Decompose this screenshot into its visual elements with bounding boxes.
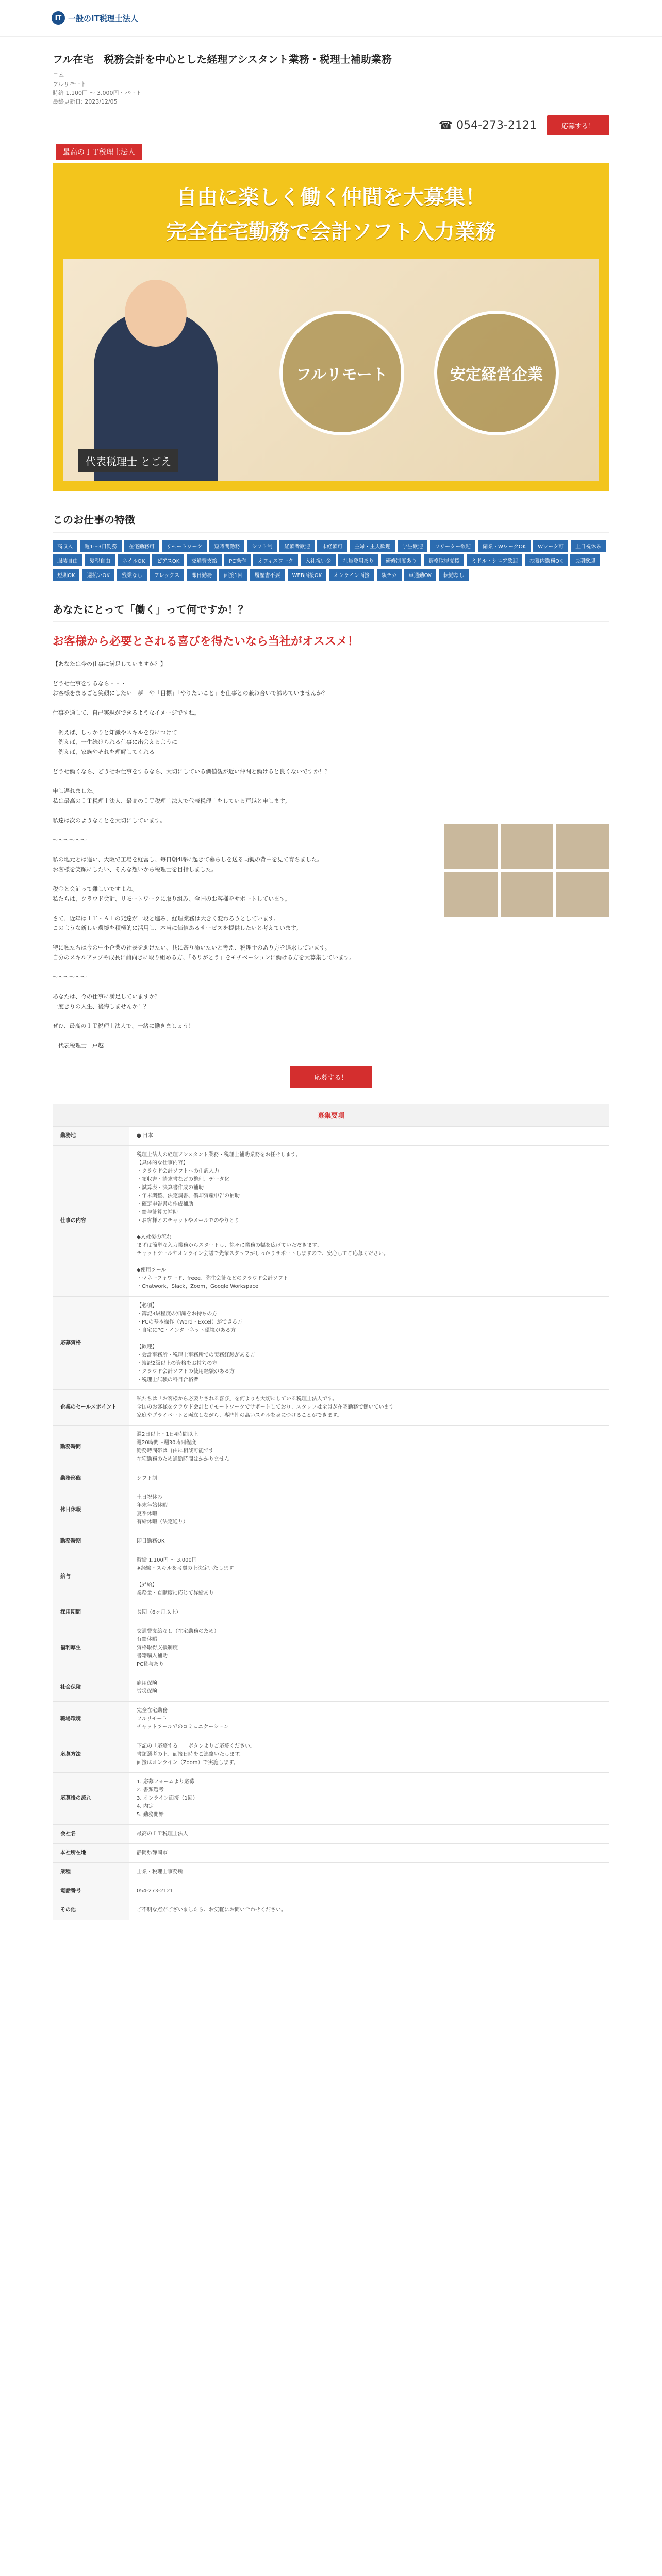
requirement-label: 仕事の内容 bbox=[53, 1146, 129, 1297]
feature-tag: 経験者歓迎 bbox=[279, 540, 315, 552]
requirement-row bbox=[53, 1603, 609, 1622]
requirement-row bbox=[53, 1737, 609, 1773]
requirement-value: 私たちは「お客様から必要とされる喜び」を何よりも大切にしている税理士法人です。 全国のお客様をクラウド会計とリモートワークでサポートしており、スタッフは全員が在宅勤務で働いています。 家庭やプライベートと両立しながら、専門性の高いスキルを身につけることができます。 bbox=[129, 1390, 609, 1426]
requirement-value: 即日勤務OK bbox=[129, 1532, 609, 1551]
feature-tag: 残業なし bbox=[117, 569, 147, 581]
requirement-value: 静岡県静岡市 bbox=[129, 1844, 609, 1863]
apply-button-middle[interactable]: 応募する！ bbox=[290, 1066, 372, 1088]
feature-tag: 扶養内勤務OK bbox=[525, 554, 567, 566]
feature-tag: 短時間勤務 bbox=[209, 540, 244, 552]
job-meta bbox=[53, 71, 609, 106]
feature-tag: ミドル・シニア歓迎 bbox=[467, 554, 522, 566]
requirement-label: 勤務時期 bbox=[53, 1532, 129, 1551]
requirement-row bbox=[53, 1825, 609, 1844]
feature-tag: 駅チカ bbox=[377, 569, 402, 581]
requirement-value: 下記の「応募する！」ボタンよりご応募ください。 書類選考の上、面接日時をご連絡いたします。 面接はオンライン（Zoom）で実施します。 bbox=[129, 1737, 609, 1773]
requirement-value: 週2日以上・1日4時間以上 週20時間～週30時間程度 勤務時間帯は自由に相談可能です 在宅勤務のため通勤時間はかかりません bbox=[129, 1426, 609, 1469]
requirement-label: 勤務地 bbox=[53, 1127, 129, 1146]
requirements-title: 募集要項 bbox=[53, 1104, 609, 1126]
feature-tag: ピアスOK bbox=[152, 554, 184, 566]
requirement-label: その他 bbox=[53, 1901, 129, 1920]
feature-tag: オフィスワーク bbox=[253, 554, 298, 566]
job-salary: 時給 1,100円 ～ 3,000円・パート bbox=[53, 90, 142, 96]
stable-company-badge: 安定経営企業 bbox=[434, 311, 559, 435]
site-logo[interactable] bbox=[52, 11, 138, 25]
photo-gallery bbox=[444, 824, 609, 917]
requirement-label: 勤務時間 bbox=[53, 1426, 129, 1469]
feature-tag: PC操作 bbox=[224, 554, 251, 566]
requirement-value: 交通費支給なし（在宅勤務のため） 有給休暇 資格取得支援制度 書籍購入補助 PC貸与あり bbox=[129, 1622, 609, 1674]
features-title: このお仕事の特徴 bbox=[53, 512, 609, 533]
requirement-row bbox=[53, 1488, 609, 1532]
banner-photo bbox=[63, 259, 599, 481]
phone-number[interactable]: ☎ 054-273-2121 bbox=[438, 119, 537, 132]
requirement-label: 応募後の流れ bbox=[53, 1773, 129, 1825]
about-text: 【あなたは今の仕事に満足していますか？】 どうせ仕事をするなら・・・ お客様をまるごと笑顔にしたい「夢」や「目標」「やりたいこと」を仕事との兼ね合いで諦めていませんか？ 仕事を通して、自己実現ができるようなイメージですね。 例えば、しっかりと知識やスキルを身につけて 例えば、一生続けられる仕事に出会えるように 例えば、家族やそれを理解してくれる どうせ働くなら、どうせお仕事をするなら、大切にしている価値観が近い仲間と働けると良くないですか！？ 申し遅れました。 私は最高のＩＴ税理士法人、最高のＩＴ税理士法人で代表税理士をしている戸越と申します。 私達は次のようなことを大切にしています。 ～～～～～～ 私の地元とは違い、大阪で工場を経営し、毎日朝4時に起きて暮らしを送る両親の背中を見て育ちました。 お客様を笑顔にしたい、そんな想いから税理士を目指しました。 税金と会計って難しいですよね。 私たちは、クラウド会計、リモートワークに取り組み、全国のお客様をサポートしています。 さて、近年はＩＴ・ＡＩの発達が一段と進み、経理業務は大きく変わろうとしています。 このような新しい環境を積極的に活用し、本当に価値あるサービスを提供したいと考えています。 特に私たちは今の中小企業の社長を助けたい、共に寄り添いたいと考え、税理士のあり方を追求しています。 自分のスキルアップや成長に前向きに取り組める方、「ありがとう」をモチベーションに働ける方を大募集しています。 ～～～～～～ あなたは、今の仕事に満足していますか？ 一度きりの人生、後悔しませんか！？ ぜひ、最高のＩＴ税理士法人で、一緒に働きましょう！ 代表税理士 戸越 bbox=[53, 660, 355, 1049]
feature-tag: シフト制 bbox=[247, 540, 277, 552]
feature-tag: 転勤なし bbox=[439, 569, 469, 581]
gallery-photo[interactable] bbox=[501, 872, 554, 917]
feature-tag: 即日勤務 bbox=[187, 569, 217, 581]
requirement-row bbox=[53, 1844, 609, 1863]
about-body bbox=[53, 659, 609, 1050]
requirement-row bbox=[53, 1469, 609, 1488]
requirements-table bbox=[53, 1126, 609, 1920]
requirement-value: 士業・税理士事務所 bbox=[129, 1863, 609, 1882]
representative-face bbox=[125, 280, 187, 347]
feature-tag: Wワーク可 bbox=[533, 540, 568, 552]
requirement-value: 長期（6ヶ月以上） bbox=[129, 1603, 609, 1622]
requirement-value: 土日祝休み 年末年始休暇 夏季休暇 有給休暇（法定通り） bbox=[129, 1488, 609, 1532]
requirement-value: 雇用保険 労災保険 bbox=[129, 1674, 609, 1702]
gallery-photo[interactable] bbox=[556, 872, 609, 917]
requirement-label: 応募資格 bbox=[53, 1297, 129, 1390]
banner-company-label: 最高のＩＴ税理士法人 bbox=[56, 144, 142, 160]
job-employment: フルリモート bbox=[53, 81, 87, 88]
representative-label: 代表税理士 とごえ bbox=[78, 449, 178, 472]
requirement-label: 本社所在地 bbox=[53, 1844, 129, 1863]
feature-tag: 土日祝休み bbox=[571, 540, 606, 552]
requirement-row bbox=[53, 1773, 609, 1825]
feature-tag: 履歴書不要 bbox=[250, 569, 285, 581]
requirement-label: 会社名 bbox=[53, 1825, 129, 1844]
requirement-row bbox=[53, 1426, 609, 1469]
requirement-label: 電話番号 bbox=[53, 1882, 129, 1901]
logo-mark: IT bbox=[52, 11, 65, 25]
requirement-value: シフト制 bbox=[129, 1469, 609, 1488]
about-title: あなたにとって「働く」って何ですか！？ bbox=[53, 601, 609, 622]
requirement-row bbox=[53, 1702, 609, 1737]
about-lead: お客様から必要とされる喜びを得たいなら当社がオススメ！ bbox=[53, 635, 359, 648]
feature-tag: 服装自由 bbox=[53, 554, 82, 566]
logo-text: 一般のIT税理士法人 bbox=[68, 13, 138, 23]
feature-tag: 週払いOK bbox=[82, 569, 114, 581]
feature-tag: 高収入 bbox=[53, 540, 77, 552]
feature-tag: オンライン面接 bbox=[329, 569, 374, 581]
requirement-value: 【必須】 ・簿記3級程度の知識をお持ちの方 ・PCの基本操作（Word・Excel）ができる方 ・自宅にPC・インターネット環境がある方 【歓迎】 ・会計事務所・税理士事務所での実務経験がある方 ・簿記2級以上の資格をお持ちの方 ・クラウド会計ソフトの使用経験がある方 ・税理士試験の科目合格者 bbox=[129, 1297, 609, 1390]
full-remote-badge: フルリモート bbox=[279, 311, 404, 435]
feature-tag: 髪型自由 bbox=[85, 554, 115, 566]
banner-headline-2: 完全在宅勤務で会計ソフト入力業務 bbox=[166, 220, 496, 244]
feature-tag: 入社祝い金 bbox=[301, 554, 336, 566]
requirement-row bbox=[53, 1674, 609, 1702]
requirement-row bbox=[53, 1863, 609, 1882]
job-location: 日本 bbox=[53, 72, 64, 79]
feature-tag: 未経験可 bbox=[317, 540, 347, 552]
feature-tag: ネイルOK bbox=[118, 554, 150, 566]
banner-headline-1: 自由に楽しく働く仲間を大募集！ bbox=[176, 185, 486, 209]
job-updated: 最終更新日: 2023/12/05 bbox=[53, 98, 118, 105]
requirement-label: 休日休暇 bbox=[53, 1488, 129, 1532]
feature-tag: WEB面接OK bbox=[288, 569, 327, 581]
requirement-row bbox=[53, 1551, 609, 1603]
feature-tag: フリーター歓迎 bbox=[430, 540, 475, 552]
requirement-value: ● 日本 bbox=[129, 1127, 609, 1146]
requirement-row bbox=[53, 1146, 609, 1297]
feature-tags bbox=[53, 540, 609, 581]
feature-tag: 面接1回 bbox=[219, 569, 247, 581]
feature-tag: 学生歓迎 bbox=[398, 540, 427, 552]
feature-tag: 交通費支給 bbox=[187, 554, 222, 566]
feature-tag: フレックス bbox=[150, 569, 184, 581]
requirement-value: ご不明な点がございましたら、お気軽にお問い合わせください。 bbox=[129, 1901, 609, 1920]
apply-button-top[interactable]: 応募する！ bbox=[547, 115, 609, 135]
requirement-label: 採用期間 bbox=[53, 1603, 129, 1622]
feature-tag: 在宅勤務可 bbox=[124, 540, 159, 552]
requirement-value: 054-273-2121 bbox=[129, 1882, 609, 1901]
feature-tag: 副業・WワークOK bbox=[478, 540, 531, 552]
feature-tag: 研修制度あり bbox=[381, 554, 421, 566]
gallery-photo[interactable] bbox=[556, 824, 609, 869]
feature-tag: リモートワーク bbox=[162, 540, 207, 552]
feature-tag: 社員登用あり bbox=[338, 554, 378, 566]
feature-tag: 短期OK bbox=[53, 569, 79, 581]
gallery-photo[interactable] bbox=[501, 824, 554, 869]
requirement-label: 勤務形態 bbox=[53, 1469, 129, 1488]
feature-tag: 車通勤OK bbox=[404, 569, 436, 581]
gallery-photo[interactable] bbox=[444, 824, 498, 869]
requirement-value: 1. 応募フォームより応募 2. 書類選考 3. オンライン面接（1回） 4. 内定 5. 勤務開始 bbox=[129, 1773, 609, 1825]
requirement-label: 給与 bbox=[53, 1551, 129, 1603]
requirement-row bbox=[53, 1622, 609, 1674]
requirement-label: 応募方法 bbox=[53, 1737, 129, 1773]
gallery-photo[interactable] bbox=[444, 872, 498, 917]
feature-tag: 週1～3日勤務 bbox=[80, 540, 122, 552]
requirement-row bbox=[53, 1390, 609, 1426]
requirement-value: 時給 1,100円 ～ 3,000円 ※経験・スキルを考慮の上決定いたします 【昇給】 業務量・貢献度に応じて昇給あり bbox=[129, 1551, 609, 1603]
requirement-value: 最高のＩＴ税理士法人 bbox=[129, 1825, 609, 1844]
requirement-label: 福利厚生 bbox=[53, 1622, 129, 1674]
requirement-row bbox=[53, 1127, 609, 1146]
feature-tag: 資格取得支援 bbox=[424, 554, 464, 566]
banner-head bbox=[53, 141, 609, 163]
requirement-label: 社会保険 bbox=[53, 1674, 129, 1702]
requirement-row bbox=[53, 1901, 609, 1920]
requirements-box bbox=[53, 1104, 609, 1920]
requirement-row bbox=[53, 1297, 609, 1390]
requirement-row bbox=[53, 1882, 609, 1901]
site-header bbox=[0, 0, 662, 37]
requirement-value: 税理士法人の経理アシスタント業務・税理士補助業務をお任せします。 【具体的な仕事内容】 ・クラウド会計ソフトへの仕訳入力 ・領収書・請求書などの整理、データ化 ・試算表・決算書作成の補助 ・年末調整、法定調書、償却資産申告の補助 ・確定申告書の作成補助 ・給与計算の補助 ・お客様とのチャットやメールでのやりとり ◆入社後の流れ まずは簡単な入力業務からスタートし、徐々に業務の幅を広げていただきます。 チャットツールやオンライン会議で先輩スタッフがしっかりサポートしますので、安心してご応募ください。 ◆使用ツール ・マネーフォワード、freee、弥生会計などのクラウド会計ソフト ・Chatwork、Slack、Zoom、Google Workspace bbox=[129, 1146, 609, 1297]
requirement-label: 企業のセールスポイント bbox=[53, 1390, 129, 1426]
feature-tag: 長期歓迎 bbox=[570, 554, 600, 566]
requirement-label: 職場環境 bbox=[53, 1702, 129, 1737]
hero-banner bbox=[53, 141, 609, 491]
main-content bbox=[53, 51, 609, 1920]
requirement-row bbox=[53, 1532, 609, 1551]
requirement-value: 完全在宅勤務 フルリモート チャットツールでのコミュニケーション bbox=[129, 1702, 609, 1737]
contact-row bbox=[53, 115, 609, 135]
requirement-label: 業種 bbox=[53, 1863, 129, 1882]
feature-tag: 主婦・主夫歓迎 bbox=[350, 540, 395, 552]
job-title: フル在宅 税務会計を中心とした経理アシスタント業務・税理士補助業務 bbox=[53, 53, 392, 65]
